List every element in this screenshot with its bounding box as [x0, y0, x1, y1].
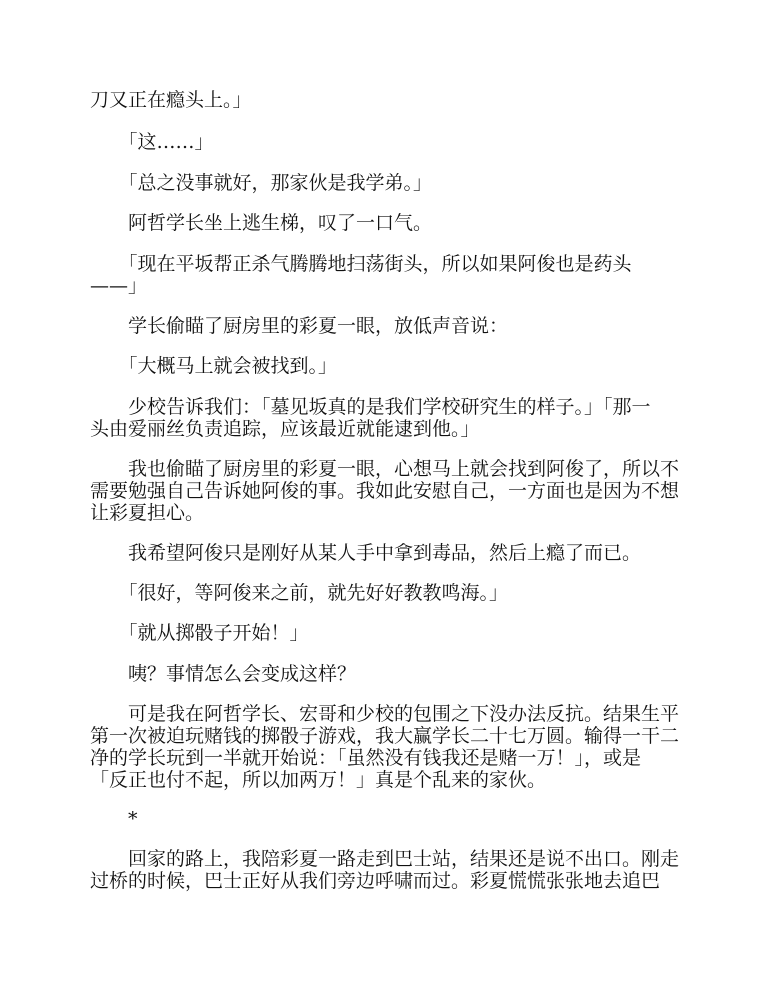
- paragraph: 咦？事情怎么会变成这样？: [90, 663, 357, 685]
- paragraph: 「这……」: [90, 131, 214, 153]
- paragraph: 「大概马上就会被找到。」: [90, 355, 338, 377]
- paragraph: 「现在平坂帮正杀气腾腾地扫荡街头，所以如果阿俊也是药头 ——」: [90, 253, 632, 297]
- paragraph: 我希望阿俊只是刚好从某人手中拿到毒品，然后上瘾了而已。: [90, 542, 642, 564]
- paragraph: 可是我在阿哲学长、宏哥和少校的包围之下没办法反抗。结果生平 第一次被迫玩赌钱的掷骰子游戏，我大赢学长二十七万圆。输得一干二 净的学长玩到一半就开始说：「虽然没有钱我还是赌一万！」，或是 「反正也付不起，所以加两万！」真是个乱来的家伙。: [90, 703, 680, 791]
- paragraph: 「总之没事就好，那家伙是我学弟。」: [90, 172, 433, 194]
- paragraph: 学长偷瞄了厨房里的彩夏一眼，放低声音说：: [90, 315, 509, 337]
- paragraph: 我也偷瞄了厨房里的彩夏一眼，心想马上就会找到阿俊了，所以不 需要勉强自己告诉她阿俊的事。我如此安慰自己，一方面也是因为不想 让彩夏担心。: [90, 458, 680, 524]
- section-break: *: [90, 808, 138, 830]
- paragraph: 「就从掷骰子开始！」: [90, 622, 309, 644]
- paragraph: 阿哲学长坐上逃生梯，叹了一口气。: [90, 212, 433, 234]
- paragraph: 「很好，等阿俊来之前，就先好好教教鸣海。」: [90, 582, 509, 604]
- paragraph: 少校告诉我们：「墓见坂真的是我们学校研究生的样子。」「那一 头由爱丽丝负责追踪，应该最近就能逮到他。」: [90, 396, 651, 440]
- paragraph: 回家的路上，我陪彩夏一路走到巴士站，结果还是说不出口。刚走 过桥的时候，巴士正好从我们旁边呼啸而过。彩夏慌慌张张地去追巴: [90, 848, 680, 892]
- paragraph: 刀又正在瘾头上。」: [90, 89, 252, 111]
